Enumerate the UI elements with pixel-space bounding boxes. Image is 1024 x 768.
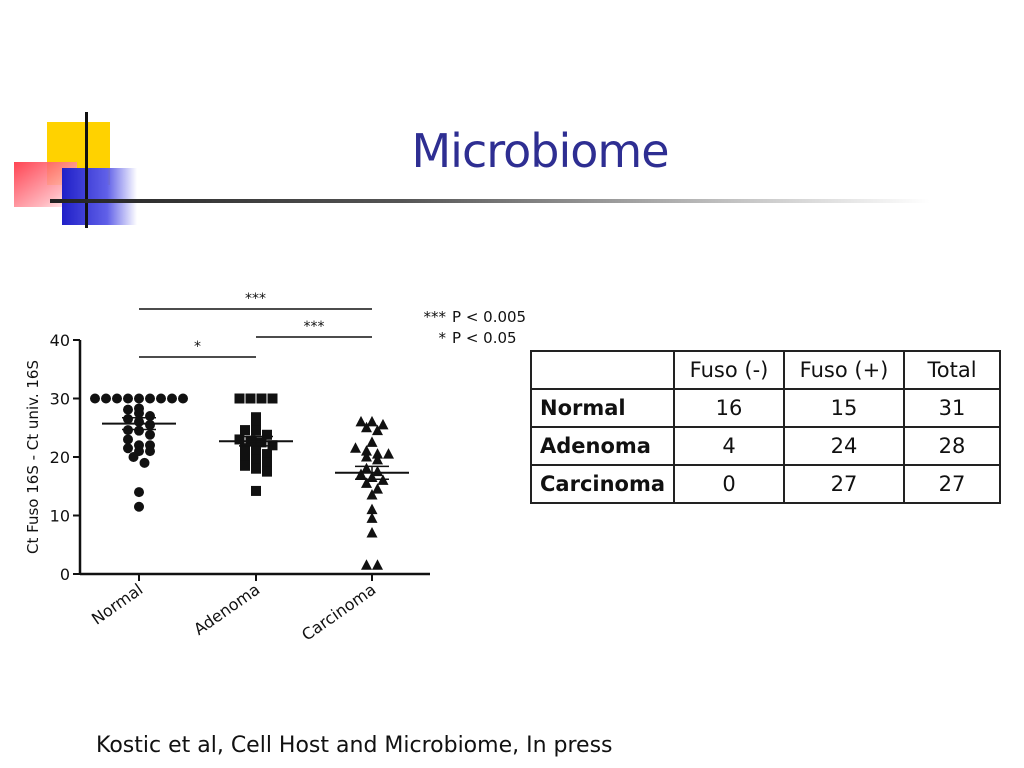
- row-label-carcinoma: Carcinoma: [531, 465, 674, 503]
- row-label-adenoma: Adenoma: [531, 427, 674, 465]
- data-point-carcinoma: [350, 442, 361, 453]
- data-point-normal: [167, 394, 177, 404]
- data-point-normal: [129, 452, 139, 462]
- data-point-carcinoma: [367, 527, 378, 538]
- y-axis-label: Ct Fuso 16S - Ct univ. 16S: [24, 360, 42, 554]
- fuso-table: [530, 350, 1001, 504]
- data-point-adenoma: [235, 394, 245, 404]
- data-point-normal: [156, 394, 166, 404]
- sig-note-stars: *: [438, 329, 446, 347]
- data-point-carcinoma: [356, 416, 367, 427]
- data-point-adenoma: [268, 394, 278, 404]
- significance-stars: ***: [245, 291, 266, 307]
- x-tick-label: Adenoma: [190, 579, 264, 639]
- data-point-adenoma: [251, 455, 261, 465]
- table-row: [531, 465, 1000, 503]
- y-tick-label: 40: [49, 331, 70, 350]
- sig-note-pvalue: P < 0.005: [452, 308, 527, 326]
- data-point-adenoma: [240, 461, 250, 471]
- data-point-carcinoma: [383, 448, 394, 459]
- page-title: Microbiome: [411, 124, 669, 178]
- data-point-adenoma: [240, 425, 250, 435]
- data-point-normal: [145, 394, 155, 404]
- data-point-normal: [145, 420, 155, 430]
- data-point-adenoma: [251, 446, 261, 456]
- data-point-normal: [123, 405, 133, 415]
- cell-normal-total: 31: [904, 389, 1000, 427]
- y-tick-label: 20: [49, 448, 70, 467]
- data-point-normal: [123, 434, 133, 444]
- data-point-carcinoma: [367, 436, 378, 447]
- data-point-carcinoma: [367, 416, 378, 427]
- data-point-adenoma: [262, 467, 272, 477]
- y-tick-label: 30: [49, 389, 70, 409]
- data-point-adenoma: [240, 443, 250, 453]
- cell-normal-neg: 16: [674, 389, 784, 427]
- data-point-adenoma: [251, 464, 261, 474]
- data-point-normal: [140, 458, 150, 468]
- data-point-normal: [134, 408, 144, 418]
- cell-adenoma-pos: 24: [784, 427, 904, 465]
- cell-carcinoma-neg: 0: [674, 465, 784, 503]
- cell-carcinoma-total: 27: [904, 465, 1000, 503]
- data-point-normal: [145, 411, 155, 421]
- data-point-adenoma: [251, 486, 261, 496]
- data-point-normal: [101, 394, 111, 404]
- table-header-fuso-neg: Fuso (-): [674, 351, 784, 389]
- data-point-adenoma: [240, 452, 250, 462]
- table-row: [531, 389, 1000, 427]
- x-tick-label: Carcinoma: [298, 579, 380, 645]
- data-point-normal: [134, 394, 144, 404]
- data-point-carcinoma: [372, 466, 383, 477]
- data-point-carcinoma: [378, 419, 389, 430]
- table-header-total: Total: [904, 351, 1000, 389]
- y-tick-label: 10: [49, 506, 70, 526]
- data-point-normal: [123, 414, 133, 424]
- data-point-normal: [178, 394, 188, 404]
- row-label-normal: Normal: [531, 389, 674, 427]
- y-tick-label: 0: [59, 565, 70, 584]
- table-row: [531, 427, 1000, 465]
- significance-stars: ***: [303, 319, 325, 335]
- data-point-adenoma: [262, 449, 272, 459]
- table-header-row: [531, 351, 1000, 389]
- table-header-fuso-pos: Fuso (+): [784, 351, 904, 389]
- data-point-normal: [134, 487, 144, 497]
- data-point-adenoma: [246, 394, 256, 404]
- data-point-normal: [123, 443, 133, 453]
- sig-note-pvalue: P < 0.05: [452, 329, 517, 347]
- data-point-normal: [123, 394, 133, 404]
- data-point-normal: [145, 446, 155, 456]
- data-point-normal: [134, 502, 144, 512]
- x-tick-label: Normal: [87, 579, 147, 629]
- footer-citation: Kostic et al, Cell Host and Microbiome, In press: [96, 733, 613, 758]
- data-point-normal: [90, 394, 100, 404]
- data-point-adenoma: [251, 426, 261, 436]
- sig-note-stars: ***: [423, 308, 446, 326]
- cell-carcinoma-pos: 27: [784, 465, 904, 503]
- data-point-normal: [112, 394, 122, 404]
- data-point-carcinoma: [361, 463, 372, 474]
- table-header-blank: [531, 351, 674, 389]
- data-point-adenoma: [262, 458, 272, 468]
- data-point-adenoma: [257, 394, 267, 404]
- significance-stars: *: [194, 339, 201, 355]
- data-point-carcinoma: [372, 559, 383, 570]
- cell-adenoma-total: 28: [904, 427, 1000, 465]
- cell-adenoma-neg: 4: [674, 427, 784, 465]
- cell-normal-pos: 15: [784, 389, 904, 427]
- data-point-normal: [145, 430, 155, 440]
- data-point-carcinoma: [361, 559, 372, 570]
